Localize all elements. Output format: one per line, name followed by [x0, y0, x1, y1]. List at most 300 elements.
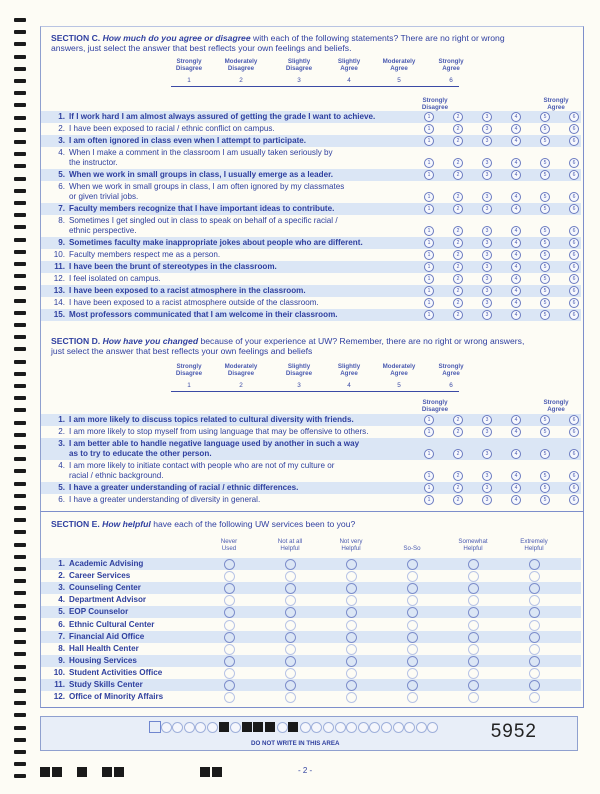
answer-bubble-1[interactable]: 1 [424, 286, 434, 296]
answer-bubble-2[interactable]: 2 [453, 238, 463, 248]
answer-bubble-1[interactable]: 1 [424, 310, 434, 320]
scanner-area [40, 716, 578, 751]
scanner-filled-mark [288, 722, 298, 732]
answer-bubble-2[interactable]: 2 [453, 158, 463, 168]
answer-bubble-4[interactable]: 4 [511, 310, 521, 320]
question-label [69, 415, 354, 425]
question-line: ethnic perspective. [69, 225, 137, 235]
answer-bubble-6[interactable]: 6 [569, 495, 579, 505]
question-line: I have been exposed to a racist atmosphere outside of the classroom. [69, 298, 319, 307]
answer-bubble-5[interactable]: 5 [540, 298, 550, 308]
answer-bubble-3[interactable]: 3 [482, 112, 492, 122]
answer-bubble-6[interactable]: 6 [569, 158, 579, 168]
rating-bubble-2[interactable] [285, 595, 296, 606]
rating-bubble-3[interactable] [346, 632, 357, 643]
timing-mark [14, 311, 26, 315]
rating-bubble-5[interactable] [468, 632, 479, 643]
rating-bubble-4[interactable] [407, 583, 418, 594]
question-number: 7. [58, 204, 65, 213]
answer-bubble-2[interactable]: 2 [453, 471, 463, 481]
rating-bubble-6[interactable] [529, 620, 540, 631]
question-text [51, 170, 333, 180]
scale-label-line1: Strongly [438, 58, 464, 65]
question-line: I have been exposed to a racist atmosphere in the classroom. [69, 286, 306, 295]
rating-bubble-6[interactable] [529, 632, 540, 643]
timing-mark [14, 201, 26, 205]
timing-mark [14, 274, 26, 278]
answer-bubble-2[interactable]: 2 [453, 262, 463, 272]
timing-mark [14, 30, 26, 34]
rating-bubble-2[interactable] [285, 559, 296, 570]
answer-bubble-3[interactable]: 3 [482, 158, 492, 168]
service-row [41, 606, 581, 618]
answer-bubble-6[interactable]: 6 [569, 483, 579, 493]
answer-bubble-1[interactable]: 1 [424, 136, 434, 146]
answer-bubble-3[interactable]: 3 [482, 226, 492, 236]
answer-bubble-2[interactable]: 2 [453, 483, 463, 493]
answer-bubble-6[interactable]: 6 [569, 136, 579, 146]
rating-bubble-1[interactable] [224, 656, 235, 667]
rating-bubble-1[interactable] [224, 632, 235, 643]
answer-bubble-3[interactable]: 3 [482, 274, 492, 284]
rating-bubble-6[interactable] [529, 571, 540, 582]
rating-bubble-1[interactable] [224, 692, 235, 703]
answer-bubble-4[interactable]: 4 [511, 204, 521, 214]
answer-bubble-3[interactable]: 3 [482, 449, 492, 459]
rating-bubble-4[interactable] [407, 692, 418, 703]
answer-bubble-4[interactable]: 4 [511, 136, 521, 146]
scanner-circle [335, 722, 346, 733]
answer-bubble-2[interactable]: 2 [453, 192, 463, 202]
do-not-write-label: DO NOT WRITE IN THIS AREA [251, 740, 340, 747]
service-label: Office of Minority Affairs [69, 692, 164, 702]
answer-bubble-2[interactable]: 2 [453, 112, 463, 122]
answer-bubble-5[interactable]: 5 [540, 226, 550, 236]
answer-bubble-1[interactable]: 1 [424, 158, 434, 168]
rating-bubble-5[interactable] [468, 607, 479, 618]
answer-bubble-1[interactable]: 1 [424, 449, 434, 459]
rating-bubble-2[interactable] [285, 692, 296, 703]
question-row [41, 482, 581, 494]
answer-bubble-6[interactable]: 6 [569, 427, 579, 437]
answer-bubble-4[interactable]: 4 [511, 415, 521, 425]
answer-bubble-3[interactable]: 3 [482, 483, 492, 493]
answer-bubble-5[interactable]: 5 [540, 192, 550, 202]
answer-bubble-2[interactable]: 2 [453, 136, 463, 146]
rating-bubble-4[interactable] [407, 595, 418, 606]
answer-bubble-5[interactable]: 5 [540, 170, 550, 180]
answer-bubble-3[interactable]: 3 [482, 495, 492, 505]
answer-bubble-4[interactable]: 4 [511, 449, 521, 459]
rating-bubble-4[interactable] [407, 607, 418, 618]
question-number: 6. [58, 495, 65, 504]
rating-bubble-6[interactable] [529, 559, 540, 570]
rating-bubble-3[interactable] [346, 620, 357, 631]
answer-bubble-5[interactable]: 5 [540, 449, 550, 459]
timing-mark [14, 18, 26, 22]
rating-bubble-4[interactable] [407, 559, 418, 570]
answer-bubble-4[interactable]: 4 [511, 427, 521, 437]
rating-bubble-2[interactable] [285, 583, 296, 594]
answer-bubble-2[interactable]: 2 [453, 124, 463, 134]
answer-bubble-4[interactable]: 4 [511, 274, 521, 284]
answer-bubble-1[interactable]: 1 [424, 495, 434, 505]
question-number: 2. [58, 124, 65, 133]
rating-bubble-6[interactable] [529, 583, 540, 594]
answer-bubble-1[interactable]: 1 [424, 238, 434, 248]
question-row [41, 135, 581, 147]
answer-bubble-1[interactable]: 1 [424, 192, 434, 202]
answer-bubble-4[interactable]: 4 [511, 238, 521, 248]
answer-bubble-3[interactable]: 3 [482, 415, 492, 425]
answer-bubble-5[interactable]: 5 [540, 415, 550, 425]
answer-bubble-2[interactable]: 2 [453, 449, 463, 459]
service-row [41, 619, 581, 631]
answer-bubble-5[interactable]: 5 [540, 286, 550, 296]
answer-bubble-6[interactable]: 6 [569, 471, 579, 481]
scale-label-line2: Agree [390, 370, 408, 377]
answer-bubble-1[interactable]: 1 [424, 204, 434, 214]
rating-bubble-2[interactable] [285, 656, 296, 667]
rating-bubble-1[interactable] [224, 620, 235, 631]
question-line: Faculty members recognize that I have important ideas to contribute. [69, 204, 335, 213]
question-text [51, 148, 333, 167]
answer-bubble-4[interactable]: 4 [511, 250, 521, 260]
answer-bubble-4[interactable]: 4 [511, 158, 521, 168]
service-row [41, 643, 581, 655]
answer-bubble-2[interactable]: 2 [453, 427, 463, 437]
rating-bubble-5[interactable] [468, 620, 479, 631]
rating-bubble-5[interactable] [468, 583, 479, 594]
answer-bubble-1[interactable]: 1 [424, 483, 434, 493]
rating-bubble-3[interactable] [346, 607, 357, 618]
timing-mark [14, 213, 26, 217]
question-line: I am often ignored in class even when I attempt to participate. [69, 136, 307, 145]
question-text [51, 204, 334, 214]
section-c-instructions-1: with each of the following statements? There are no right or wrong [250, 33, 505, 43]
answer-bubble-1[interactable]: 1 [424, 471, 434, 481]
timing-mark [14, 457, 26, 461]
rating-bubble-5[interactable] [468, 644, 479, 655]
answer-bubble-2[interactable]: 2 [453, 274, 463, 284]
answer-bubble-1[interactable]: 1 [424, 124, 434, 134]
answer-bubble-1[interactable]: 1 [424, 415, 434, 425]
answer-bubble-5[interactable]: 5 [540, 483, 550, 493]
rating-bubble-2[interactable] [285, 571, 296, 582]
answer-bubble-5[interactable]: 5 [540, 310, 550, 320]
rating-bubble-4[interactable] [407, 668, 418, 679]
question-line: I have been exposed to racial / ethnic conflict on campus. [69, 124, 275, 133]
question-line: Sometimes faculty make inappropriate jokes about people who are different. [69, 238, 363, 247]
answer-bubble-3[interactable]: 3 [482, 238, 492, 248]
answer-bubble-4[interactable]: 4 [511, 192, 521, 202]
service-label: Department Advisor [69, 595, 147, 605]
answer-bubble-2[interactable]: 2 [453, 250, 463, 260]
answer-bubble-6[interactable]: 6 [569, 192, 579, 202]
rating-bubble-2[interactable] [285, 668, 296, 679]
question-line: Faculty members respect me as a person. [69, 250, 221, 259]
rating-bubble-1[interactable] [224, 595, 235, 606]
answer-bubble-3[interactable]: 3 [482, 204, 492, 214]
scale-label-line1: Moderately [382, 58, 416, 65]
answer-bubble-6[interactable]: 6 [569, 286, 579, 296]
answer-bubble-4[interactable]: 4 [511, 298, 521, 308]
answer-bubble-3[interactable]: 3 [482, 124, 492, 134]
column-header-line2: Helpful [463, 545, 483, 552]
rating-bubble-4[interactable] [407, 644, 418, 655]
service-number: 10. [53, 667, 65, 677]
rating-bubble-2[interactable] [285, 607, 296, 618]
rating-bubble-5[interactable] [468, 668, 479, 679]
answer-bubble-5[interactable]: 5 [540, 112, 550, 122]
answer-bubble-3[interactable]: 3 [482, 471, 492, 481]
answer-bubble-3[interactable]: 3 [482, 170, 492, 180]
section-d-title [51, 336, 571, 356]
answer-bubble-1[interactable]: 1 [424, 262, 434, 272]
rating-bubble-5[interactable] [468, 680, 479, 691]
service-label: Ethnic Cultural Center [69, 619, 155, 629]
service-label: Study Skills Center [69, 680, 143, 689]
column-header-line1: Not very [339, 538, 363, 545]
question-label [69, 170, 333, 180]
service-number: 7. [58, 631, 65, 641]
question-number: 12. [53, 274, 65, 283]
service-number: 3. [58, 583, 65, 593]
answer-bubble-6[interactable]: 6 [569, 298, 579, 308]
scanner-circle [358, 722, 369, 733]
rating-bubble-3[interactable] [346, 595, 357, 606]
question-row [41, 414, 581, 426]
answer-bubble-5[interactable]: 5 [540, 495, 550, 505]
question-line: If I work hard I am almost always assured of getting the grade I want to achieve. [69, 112, 376, 121]
question-row [41, 215, 581, 237]
answer-bubble-5[interactable]: 5 [540, 471, 550, 481]
answer-bubble-3[interactable]: 3 [482, 427, 492, 437]
answer-bubble-2[interactable]: 2 [453, 204, 463, 214]
service-number: 11. [54, 680, 65, 689]
scale-number: 5 [397, 382, 401, 389]
answer-bubble-1[interactable]: 1 [424, 112, 434, 122]
rating-bubble-5[interactable] [468, 559, 479, 570]
answer-bubble-4[interactable]: 4 [511, 124, 521, 134]
rating-bubble-1[interactable] [224, 668, 235, 679]
rating-bubble-4[interactable] [407, 632, 418, 643]
rating-bubble-4[interactable] [407, 680, 418, 691]
page-number: - 2 - [298, 766, 313, 775]
answer-bubble-5[interactable]: 5 [540, 238, 550, 248]
timing-mark [14, 250, 26, 254]
scale-label-line2: Agree [442, 370, 460, 377]
service-number: 2. [58, 571, 65, 581]
answer-bubble-4[interactable]: 4 [511, 170, 521, 180]
rating-bubble-5[interactable] [468, 571, 479, 582]
answer-bubble-4[interactable]: 4 [511, 112, 521, 122]
answer-bubble-6[interactable]: 6 [569, 415, 579, 425]
column-header [197, 538, 261, 552]
answer-bubble-3[interactable]: 3 [482, 250, 492, 260]
section-d-instructions-2: just select the answer that best reflects your own feelings and beliefs [51, 346, 313, 356]
scale-label-line1: Moderately [224, 363, 258, 370]
question-text [51, 238, 363, 248]
answer-bubble-6[interactable]: 6 [569, 250, 579, 260]
answer-bubble-5[interactable]: 5 [540, 124, 550, 134]
rating-bubble-1[interactable] [224, 559, 235, 570]
answer-bubble-5[interactable]: 5 [540, 250, 550, 260]
rating-bubble-3[interactable] [346, 644, 357, 655]
rating-bubble-3[interactable] [346, 571, 357, 582]
answer-bubble-2[interactable]: 2 [453, 495, 463, 505]
rating-bubble-6[interactable] [529, 656, 540, 667]
answer-bubble-1[interactable]: 1 [424, 427, 434, 437]
answer-bubble-6[interactable]: 6 [569, 310, 579, 320]
answer-bubble-6[interactable]: 6 [569, 449, 579, 459]
timing-marks [14, 0, 28, 794]
answer-bubble-4[interactable]: 4 [511, 471, 521, 481]
rating-bubble-6[interactable] [529, 692, 540, 703]
rating-bubble-1[interactable] [224, 680, 235, 691]
section-e-question: How helpful [102, 519, 151, 529]
rating-bubble-3[interactable] [346, 656, 357, 667]
rating-bubble-6[interactable] [529, 607, 540, 618]
answer-bubble-1[interactable]: 1 [424, 298, 434, 308]
answer-bubble-1[interactable]: 1 [424, 170, 434, 180]
service-row [41, 655, 581, 667]
answer-bubble-2[interactable]: 2 [453, 415, 463, 425]
scanner-circle [323, 722, 334, 733]
column-header-line1: Extremely [520, 538, 548, 545]
question-number: 9. [58, 238, 65, 247]
rating-bubble-2[interactable] [285, 632, 296, 643]
rating-bubble-3[interactable] [346, 583, 357, 594]
answer-bubble-6[interactable]: 6 [569, 124, 579, 134]
answer-bubble-5[interactable]: 5 [540, 262, 550, 272]
question-label [69, 216, 338, 235]
answer-bubble-3[interactable]: 3 [482, 310, 492, 320]
timing-mark [14, 640, 26, 644]
service-label: Career Services [69, 571, 131, 581]
section-c-scale-legend [159, 58, 464, 90]
answer-bubble-6[interactable]: 6 [569, 262, 579, 272]
timing-mark [14, 677, 26, 681]
answer-bubble-3[interactable]: 3 [482, 298, 492, 308]
question-line: I feel isolated on campus. [69, 274, 161, 283]
rating-bubble-4[interactable] [407, 656, 418, 667]
rating-bubble-3[interactable] [346, 692, 357, 703]
question-row [41, 181, 581, 203]
rating-bubble-3[interactable] [346, 668, 357, 679]
answer-bubble-5[interactable]: 5 [540, 204, 550, 214]
answer-bubble-5[interactable]: 5 [540, 427, 550, 437]
section-e-instructions: have each of the following UW services been to you? [150, 519, 356, 529]
answer-bubble-2[interactable]: 2 [453, 226, 463, 236]
answer-bubble-6[interactable]: 6 [569, 238, 579, 248]
timing-mark [14, 299, 26, 303]
question-label [69, 238, 363, 248]
answer-bubble-3[interactable]: 3 [482, 192, 492, 202]
rating-bubble-5[interactable] [468, 595, 479, 606]
rating-bubble-5[interactable] [468, 692, 479, 703]
answer-bubble-4[interactable]: 4 [511, 495, 521, 505]
service-row [41, 570, 581, 582]
service-name [51, 607, 128, 617]
scanner-filled-mark [265, 722, 275, 732]
timing-mark [14, 55, 26, 59]
answer-bubble-1[interactable]: 1 [424, 226, 434, 236]
timing-mark [14, 42, 26, 46]
registration-mark [212, 767, 222, 777]
question-line: racial / ethnic background. [69, 470, 164, 480]
answer-bubble-4[interactable]: 4 [511, 483, 521, 493]
rating-bubble-4[interactable] [407, 620, 418, 631]
timing-mark [14, 262, 26, 266]
answer-bubble-2[interactable]: 2 [453, 286, 463, 296]
service-name [51, 620, 154, 630]
answer-bubble-2[interactable]: 2 [453, 298, 463, 308]
answer-bubble-2[interactable]: 2 [453, 310, 463, 320]
scale-number: 3 [297, 77, 301, 84]
answer-bubble-3[interactable]: 3 [482, 262, 492, 272]
rating-bubble-4[interactable] [407, 571, 418, 582]
rating-bubble-6[interactable] [529, 595, 540, 606]
rating-bubble-3[interactable] [346, 559, 357, 570]
question-label [69, 262, 277, 272]
question-label [69, 250, 220, 260]
answer-bubble-6[interactable]: 6 [569, 112, 579, 122]
rating-bubble-6[interactable] [529, 680, 540, 691]
rating-bubble-2[interactable] [285, 644, 296, 655]
rating-bubble-2[interactable] [285, 680, 296, 691]
answer-bubble-4[interactable]: 4 [511, 226, 521, 236]
rating-bubble-1[interactable] [224, 607, 235, 618]
service-row [41, 582, 581, 594]
answer-bubble-6[interactable]: 6 [569, 204, 579, 214]
answer-bubble-6[interactable]: 6 [569, 226, 579, 236]
rating-bubble-6[interactable] [529, 644, 540, 655]
column-header-line1: Never [220, 538, 238, 545]
section-c-panel [40, 26, 584, 331]
rating-bubble-1[interactable] [224, 644, 235, 655]
answer-bubble-1[interactable]: 1 [424, 274, 434, 284]
answer-bubble-2[interactable]: 2 [453, 170, 463, 180]
answer-bubble-6[interactable]: 6 [569, 274, 579, 284]
answer-bubble-6[interactable]: 6 [569, 170, 579, 180]
answer-bubble-5[interactable]: 5 [540, 136, 550, 146]
scale-column-label [421, 363, 481, 377]
column-header-line2: Used [221, 545, 237, 552]
answer-bubble-5[interactable]: 5 [540, 274, 550, 284]
answer-bubble-5[interactable]: 5 [540, 158, 550, 168]
answer-bubble-1[interactable]: 1 [424, 250, 434, 260]
rating-bubble-5[interactable] [468, 656, 479, 667]
rating-bubble-3[interactable] [346, 680, 357, 691]
service-name [51, 680, 143, 690]
question-row [41, 111, 581, 123]
answer-bubble-4[interactable]: 4 [511, 262, 521, 272]
rating-bubble-1[interactable] [224, 571, 235, 582]
registration-mark [40, 767, 50, 777]
rating-bubble-2[interactable] [285, 620, 296, 631]
rating-bubble-1[interactable] [224, 583, 235, 594]
timing-mark [14, 665, 26, 669]
timing-mark [14, 750, 26, 754]
scanner-box [149, 721, 161, 733]
scale-label-line1: Slightly [287, 58, 311, 65]
answer-bubble-3[interactable]: 3 [482, 286, 492, 296]
question-label [69, 204, 334, 214]
answer-bubble-4[interactable]: 4 [511, 286, 521, 296]
rating-bubble-6[interactable] [529, 668, 540, 679]
answer-bubble-3[interactable]: 3 [482, 136, 492, 146]
